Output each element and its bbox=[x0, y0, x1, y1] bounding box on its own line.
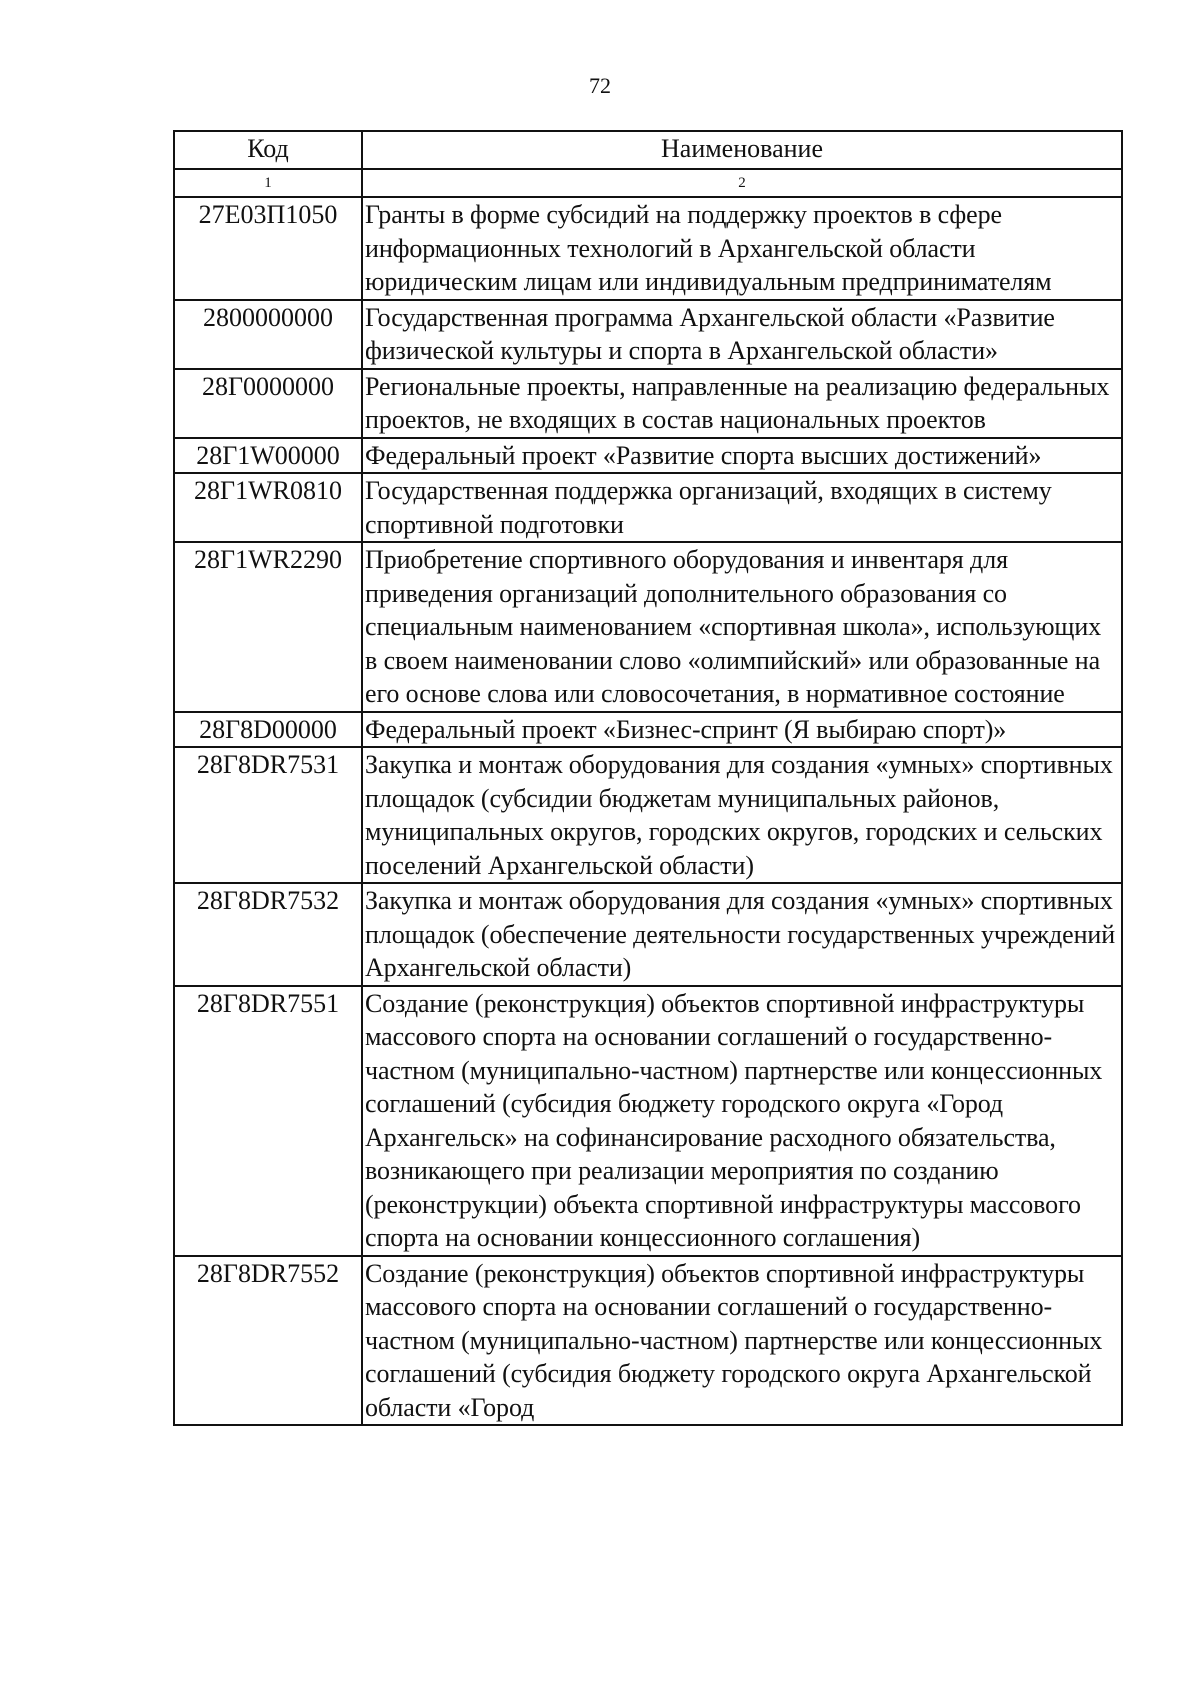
table-row bbox=[174, 542, 1122, 712]
row-code: 2800000000 bbox=[174, 300, 362, 369]
table-row bbox=[174, 473, 1122, 542]
table-row bbox=[174, 986, 1122, 1256]
row-name: Государственная поддержка организаций, входящих в систему спортивной подготовки bbox=[362, 473, 1122, 542]
column-header-name: Наименование bbox=[362, 131, 1122, 169]
row-name: Региональные проекты, направленные на реализацию федеральных проектов, не входящих в состав национальных проектов bbox=[362, 369, 1122, 438]
row-code: 28Г0000000 bbox=[174, 369, 362, 438]
row-name: Создание (реконструкция) объектов спортивной инфраструктуры массового спорта на основании соглашений о государственно-частном (муниципально-частном) партнерстве или концессионных соглашений (субсидия бюджету городского округа «Город Архангельск» на софинансирование расходного обязательства, возникающего при реализации мероприятия по созданию (реконструкции) объекта спортивной инфраструктуры массового спорта на основании концессионного соглашения) bbox=[362, 986, 1122, 1256]
row-name: Закупка и монтаж оборудования для создания «умных» спортивных площадок (обеспечение деятельности государственных учреждений Архангельской области) bbox=[362, 883, 1122, 986]
row-name: Закупка и монтаж оборудования для создания «умных» спортивных площадок (субсидии бюджетам муниципальных районов, муниципальных округов, городских округов, городских и сельских поселений Архангельской области) bbox=[362, 747, 1122, 883]
row-code: 28Г8DR7531 bbox=[174, 747, 362, 883]
table-row bbox=[174, 747, 1122, 883]
row-code: 28Г8D00000 bbox=[174, 712, 362, 748]
row-name: Гранты в форме субсидий на поддержку проектов в сфере информационных технологий в Архангельской области юридическим лицам или индивидуальным предпринимателям bbox=[362, 197, 1122, 300]
row-code: 28Г1WR2290 bbox=[174, 542, 362, 712]
row-code: 28Г1W00000 bbox=[174, 438, 362, 474]
row-code: 28Г8DR7552 bbox=[174, 1256, 362, 1426]
row-name: Федеральный проект «Развитие спорта высших достижений» bbox=[362, 438, 1122, 474]
row-name: Государственная программа Архангельской области «Развитие физической культуры и спорта в Архангельской области» bbox=[362, 300, 1122, 369]
column-header-code: Код bbox=[174, 131, 362, 169]
column-number-2: 2 bbox=[362, 169, 1122, 197]
table-row bbox=[174, 712, 1122, 748]
table-row bbox=[174, 300, 1122, 369]
column-number-row bbox=[174, 169, 1122, 197]
row-name: Федеральный проект «Бизнес-спринт (Я выбираю спорт)» bbox=[362, 712, 1122, 748]
row-code: 28Г8DR7551 bbox=[174, 986, 362, 1256]
row-name: Приобретение спортивного оборудования и инвентаря для приведения организаций дополнительного образования со специальным наименованием «спортивная школа», использующих в своем наименовании слово «олимпийский» или образованные на его основе слова или словосочетания, в нормативное состояние bbox=[362, 542, 1122, 712]
row-code: 27Е03П1050 bbox=[174, 197, 362, 300]
table-row bbox=[174, 1256, 1122, 1426]
table-row bbox=[174, 197, 1122, 300]
table-row bbox=[174, 883, 1122, 986]
table-row bbox=[174, 438, 1122, 474]
row-code: 28Г1WR0810 bbox=[174, 473, 362, 542]
budget-code-table bbox=[173, 130, 1123, 1426]
row-name: Создание (реконструкция) объектов спортивной инфраструктуры массового спорта на основании соглашений о государственно-частном (муниципально-частном) партнерстве или концессионных соглашений (субсидия бюджету городского округа Архангельской области «Город bbox=[362, 1256, 1122, 1426]
table-header-row bbox=[174, 131, 1122, 169]
page-number: 72 bbox=[589, 73, 611, 98]
row-code: 28Г8DR7532 bbox=[174, 883, 362, 986]
table-row bbox=[174, 369, 1122, 438]
column-number-1: 1 bbox=[174, 169, 362, 197]
